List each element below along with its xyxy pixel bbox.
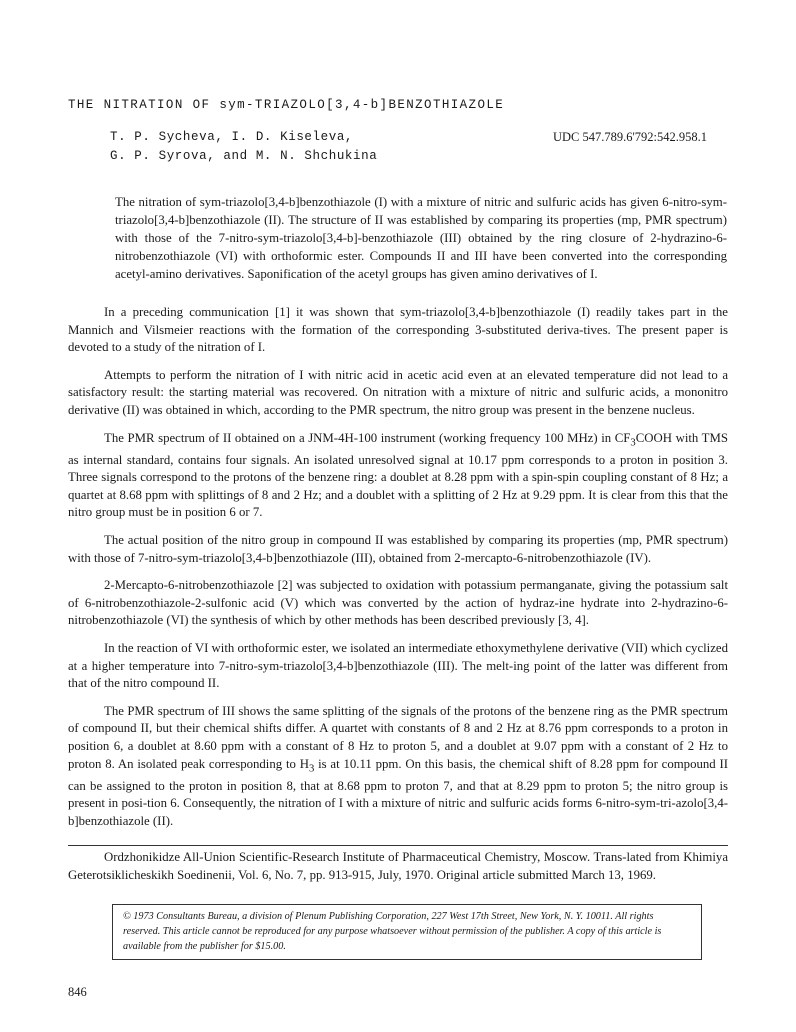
affiliation-note: Ordzhonikidze All-Union Scientific-Research Institute of Pharmaceutical Chemistry, Moscow. Trans-lated from Khimiya Geterotsiklicheskikh Soedinenii, Vol. 6, No. 7, pp. 913-915, July, 1970. Original article submitted March 13, 1969. [68, 850, 728, 882]
subscript-3: 3 [630, 437, 636, 449]
paragraph-2: Attempts to perform the nitration of I with nitric acid in acetic acid even at an elevated temperature did not lead to a satisfactory result: the starting material was recovered. On nitration with a mixture of nitric and sulfuric acids, a mononitro derivative (II) was obtained in which, according to the PMR spectrum, the nitro group was present in the benzene nucleus. [68, 367, 728, 417]
paragraph-7-part-b: is at 10.11 ppm. On this basis, the chemical shift of 8.28 ppm for compound II can be assigned to the proton in position 8, that at 8.68 ppm to proton 7, and that at 8.29 ppm to proton 5; the nitro group is present in posi-tion 6. Consequently, the nitration of I with a mixture of nitric and sulfuric acids forms 6-nitro-sym-tri-azolo[3,4-b]benzothiazole (II). [68, 756, 728, 828]
article-body [68, 304, 728, 841]
copyright-box: © 1973 Consultants Bureau, a division of Plenum Publishing Corporation, 227 West 17th Street, New York, N. Y. 10011. All rights reserved. This article cannot be reproduced for any purpose whatsoever without permission of the publisher. A copy of this article is available from the publisher for $15.00. [112, 904, 702, 960]
page-number: 846 [68, 985, 87, 999]
paragraph-4: The actual position of the nitro group in compound II was established by comparing its properties (mp, PMR spectrum) with those of 7-nitro-sym-triazolo[3,4-b]benzothiazole (III), obtained from 2-mercapto-6-nitrobenzothiazole (IV). [68, 533, 728, 565]
footnote-divider [68, 845, 728, 846]
paragraph-7-part-a: The PMR spectrum of III shows the same splitting of the signals of the protons of the benzene ring as the PMR spectrum of compound II, but their chemical shifts differ. A quartet with constants of 8 and 2 Hz at 8.76 ppm corresponds to a proton in position 6, a doublet at 8.60 ppm with a constant of 8 Hz to proton 5, and a doublet at 9.07 ppm with a constant of 2 Hz to proton 8. An isolated peak corresponding to H [68, 703, 728, 771]
abstract: The nitration of sym-triazolo[3,4-b]benzothiazole (I) with a mixture of nitric and sulfuric acids has given 6-nitro-sym-triazolo[3,4-b]benzothiazole (II). The structure of II was established by comparing its properties (mp, PMR spectrum) with those of the 7-nitro-sym-triazolo[3,4-b]-benzothiazole (III) obtained by the ring closure of 2-hydrazino-6-nitrobenzothiazole (VI) with orthoformic ester. Compounds II and III have been converted into the corresponding acetyl-amino derivatives. Saponification of the acetyl groups has given amino derivatives of I. [115, 195, 727, 281]
subscript-h3: 3 [308, 763, 315, 775]
paragraph-1: In a preceding communication [1] it was shown that sym-triazolo[3,4-b]benzothiazole (I) readily takes part in the Mannich and Vilsmeier reactions with the formation of the corresponding 3-substituted deriva-tives. The present paper is devoted to a study of the nitration of I. [68, 305, 728, 355]
authors-line-1: T. P. Sycheva, I. D. Kiseleva, [110, 130, 354, 144]
paragraph-5: 2-Mercapto-6-nitrobenzothiazole [2] was subjected to oxidation with potassium permanganate, giving the potassium salt of 6-nitrobenzothiazole-2-sulfonic acid (V) which was converted by the action of hydraz-ine hydrate into 2-hydrazino-6-nitrobenzothiazole (VI) the synthesis of which by other methods has been described previously [3, 4]. [68, 578, 728, 628]
paragraph-6: In the reaction of VI with orthoformic ester, we isolated an intermediate ethoxymethylene derivative (VII) which cyclized at a higher temperature into 7-nitro-sym-triazolo[3,4-b]benzothiazole (III). The melt-ing point of the latter was different from that of the nitro compound II. [68, 641, 728, 691]
authors-line-2: G. P. Syrova, and M. N. Shchukina [110, 149, 378, 163]
author-list [110, 128, 377, 166]
paragraph-3-part-a: The PMR spectrum of II obtained on a JNM-4H-100 instrument (working frequency 100 MHz) in CF [104, 430, 631, 445]
paragraph-7 [68, 703, 728, 831]
article-title: THE NITRATION OF sym-TRIAZOLO[3,4-b]BENZOTHIAZOLE [68, 98, 505, 112]
paragraph-3 [68, 430, 728, 523]
udc-code: UDC 547.789.6'792:542.958.1 [553, 130, 707, 144]
paragraph-3-part-b: COOH with TMS as internal standard, contains four signals. An isolated unresolved signal at 10.17 ppm corresponds to a proton in position 3. Three signals correspond to the protons of the benzene ring: a doublet at 8.28 ppm with a spin-spin coupling constant of 8 Hz; a quartet at 8.68 ppm with splittings of 8 and 2 Hz; and a doublet with a splitting of 2 Hz at 9.29 ppm. It is clear from this that the nitro group must be in position 6 or 7. [68, 430, 728, 520]
